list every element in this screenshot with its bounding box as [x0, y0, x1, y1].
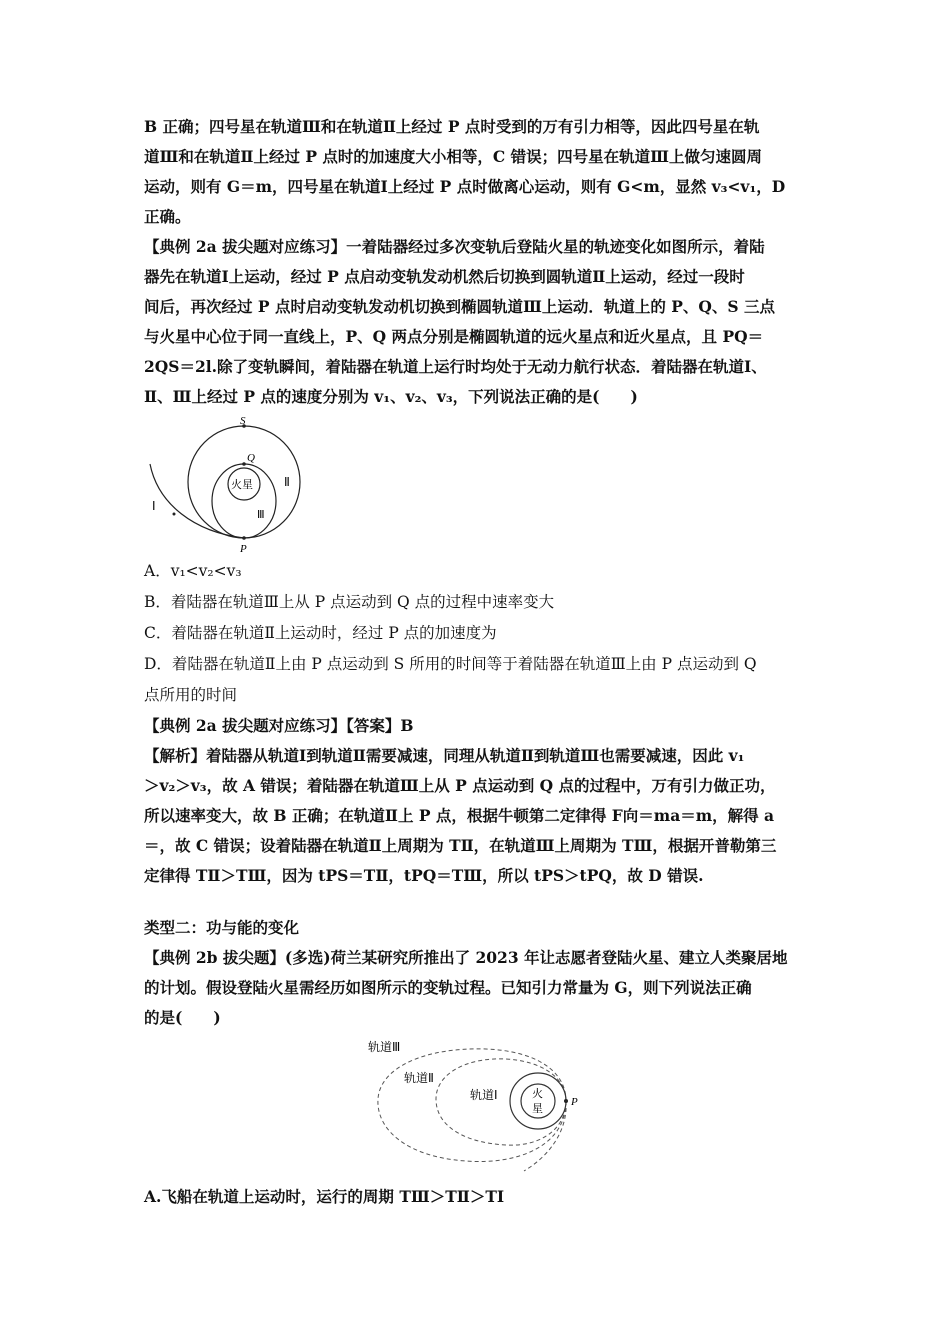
- text-line: Ⅱ、Ⅲ上经过 P 点的速度分别为 v₁、v₂、v₃，下列说法正确的是( ): [144, 387, 638, 406]
- text-line: 道Ⅲ和在轨道Ⅱ上经过 P 点时的加速度大小相等，C 错误；四号星在轨道Ⅲ上做匀速圆周: [144, 147, 762, 166]
- label-Q: Q: [247, 452, 255, 464]
- label-orbit-I: 轨道Ⅰ: [470, 1088, 498, 1102]
- answer-line: 【典例 2a 拔尖题对应练习】【答案】B: [144, 716, 414, 735]
- point-P: [242, 536, 246, 540]
- label-mars-top: 火: [532, 1087, 543, 1100]
- text-line: ＝，故 C 错误；设着陆器在轨道Ⅱ上周期为 TⅡ，在轨道Ⅲ上周期为 TⅢ，根据开普勒第三: [144, 836, 777, 855]
- label-S: S: [240, 415, 246, 427]
- point-P: [564, 1099, 568, 1103]
- label-orbit-III: Ⅲ: [257, 509, 265, 521]
- label-P: P: [240, 543, 247, 554]
- option-a-2b: A.飞船在轨道上运动时，运行的周期 TⅢ＞TⅡ＞TⅠ: [144, 1187, 505, 1206]
- top-block: [144, 112, 820, 232]
- orbit-I: [510, 1073, 566, 1129]
- label-orbit-III: 轨道Ⅲ: [368, 1040, 401, 1054]
- example-2a-question: [144, 232, 820, 412]
- label-mars-bottom: 星: [532, 1102, 543, 1115]
- text-line: 的是( ): [144, 1008, 221, 1027]
- document-page: [144, 112, 820, 1212]
- orbit-diagram-2: [366, 1037, 596, 1177]
- orbit-figure-2: [144, 1037, 820, 1177]
- option-d: D．着陆器在轨道Ⅱ上由 P 点运动到 S 所用的时间等于着陆器在轨道Ⅲ上由 P 点运动到 Q: [144, 655, 757, 673]
- orbit-I-dot: [173, 513, 176, 516]
- analysis-block: [144, 741, 820, 891]
- label-P: P: [571, 1096, 578, 1108]
- orbit-III: [212, 464, 276, 538]
- point-Q: [242, 462, 246, 466]
- text-line: B 正确；四号星在轨道Ⅲ和在轨道Ⅱ上经过 P 点时受到的万有引力相等，因此四号星在轨: [144, 117, 760, 136]
- spacer: [144, 891, 820, 913]
- section-heading: 类型二：功与能的变化: [144, 918, 300, 937]
- option-a: A．v₁<v₂<v₃: [144, 562, 242, 580]
- text-line: 运动，则有 G＝m，四号星在轨道Ⅰ上经过 P 点时做离心运动，则有 G<m，显然 v₃<v₁，D: [144, 177, 786, 196]
- orbit-I: [150, 464, 244, 538]
- text-line: 2QS＝2l.除了变轨瞬间，着陆器在轨道上运行时均处于无动力航行状态．着陆器在轨道Ⅰ、: [144, 357, 767, 376]
- orbit-diagram-1: [144, 414, 344, 554]
- orbit-figure-1: [144, 414, 820, 554]
- label-mars: 火星: [231, 478, 253, 491]
- text-line: 【解析】着陆器从轨道Ⅰ到轨道Ⅱ需要减速，同理从轨道Ⅱ到轨道Ⅲ也需要减速，因此 v₁: [144, 746, 745, 765]
- text-line: 定律得 TⅡ＞TⅢ，因为 tPS＝TⅡ，tPQ＝TⅢ，所以 tPS＞tPQ，故 D 错误.: [144, 866, 704, 885]
- text-line: 与火星中心位于同一直线上，P、Q 两点分别是椭圆轨道的远火星点和近火星点，且 PQ＝: [144, 327, 764, 346]
- orbit-II: [436, 1059, 566, 1145]
- text-line: 器先在轨道Ⅰ上运动，经过 P 点启动变轨发动机然后切换到圆轨道Ⅱ上运动，经过一段时: [144, 267, 745, 286]
- text-line: 的计划。假设登陆火星需经历如图所示的变轨过程。已知引力常量为 G，则下列说法正确: [144, 978, 752, 997]
- text-line: 正确。: [144, 207, 191, 226]
- text-line: 所以速率变大，故 B 正确；在轨道Ⅱ上 P 点，根据牛顿第二定律得 F向＝ma＝m，解得 a: [144, 806, 775, 825]
- example-2b-question: [144, 943, 820, 1033]
- option-c: C．着陆器在轨道Ⅱ上运动时，经过 P 点的加速度为: [144, 624, 497, 642]
- text-line: 【典例 2a 拔尖题对应练习】一着陆器经过多次变轨后登陆火星的轨迹变化如图所示，着陆: [144, 237, 765, 256]
- approach-trajectory: [524, 1101, 566, 1171]
- label-orbit-II: Ⅱ: [284, 475, 290, 489]
- label-orbit-I: Ⅰ: [152, 499, 156, 513]
- text-line: 【典例 2b 拔尖题】(多选)荷兰某研究所推出了 2023 年让志愿者登陆火星、建立人类聚居地: [144, 948, 788, 967]
- option-d-cont: 点所用的时间: [144, 686, 238, 704]
- text-line: 间后，再次经过 P 点时启动变轨发动机切换到椭圆轨道Ⅲ上运动．轨道上的 P、Q、S 三点: [144, 297, 775, 316]
- text-line: ＞v₂＞v₃，故 A 错误；着陆器在轨道Ⅲ上从 P 点运动到 Q 点的过程中，万有引力做正功，: [144, 776, 776, 795]
- label-orbit-II: 轨道Ⅱ: [404, 1071, 434, 1085]
- example-2a-options: [144, 556, 820, 711]
- option-b: B．着陆器在轨道Ⅲ上从 P 点运动到 Q 点的过程中速率变大: [144, 593, 555, 611]
